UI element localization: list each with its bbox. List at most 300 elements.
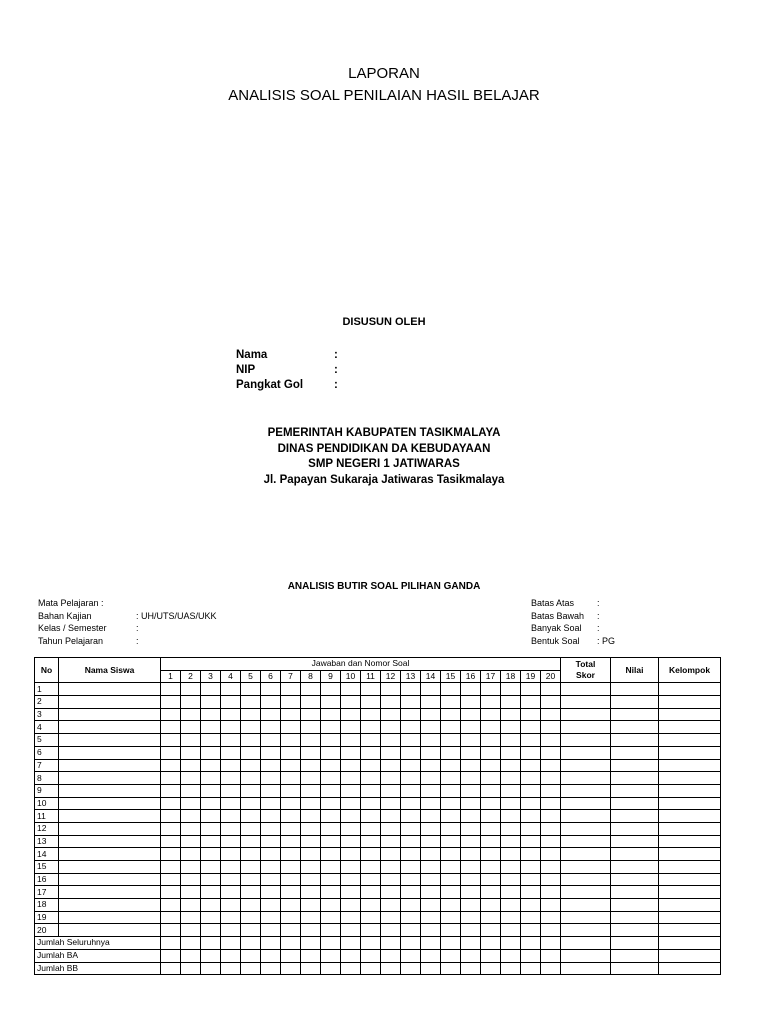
meta-label: Kelas / Semester — [38, 623, 107, 633]
table-cell — [261, 949, 281, 962]
table-cell — [481, 810, 501, 823]
question-number: 4 — [221, 670, 241, 683]
table-cell — [381, 708, 401, 721]
table-cell — [381, 734, 401, 747]
table-cell — [561, 861, 611, 874]
meta-value: : — [597, 610, 600, 621]
table-cell — [221, 784, 241, 797]
table-cell — [341, 873, 361, 886]
table-row — [35, 734, 721, 747]
table-cell — [401, 746, 421, 759]
table-cell — [521, 962, 541, 975]
table-cell — [321, 937, 341, 950]
table-cell — [521, 911, 541, 924]
table-cell — [461, 911, 481, 924]
table-cell — [481, 861, 501, 874]
table-cell — [521, 721, 541, 734]
table-cell — [261, 810, 281, 823]
table-cell — [301, 708, 321, 721]
table-cell — [281, 784, 301, 797]
table-cell — [341, 696, 361, 709]
table-cell — [261, 822, 281, 835]
table-row — [35, 746, 721, 759]
table-cell — [421, 721, 441, 734]
table-cell — [241, 848, 261, 861]
table-cell — [161, 873, 181, 886]
institution-line: DINAS PENDIDIKAN DA KEBUDAYAAN — [277, 442, 491, 455]
table-cell — [341, 899, 361, 912]
table-row — [35, 886, 721, 899]
table-cell — [221, 759, 241, 772]
table-cell — [521, 734, 541, 747]
table-cell — [541, 873, 561, 886]
table-cell — [361, 911, 381, 924]
table-cell — [261, 784, 281, 797]
table-cell — [659, 886, 721, 899]
meta-label: Batas Atas — [531, 598, 575, 608]
table-cell — [361, 810, 381, 823]
table-cell — [221, 848, 241, 861]
table-cell — [659, 861, 721, 874]
row-number: 5 — [35, 734, 59, 747]
meta-row — [531, 635, 615, 648]
table-cell — [481, 822, 501, 835]
table-cell — [301, 848, 321, 861]
table-cell — [361, 784, 381, 797]
table-cell — [221, 683, 241, 696]
meta-label: Mata Pelajaran : — [38, 598, 104, 608]
table-cell — [501, 784, 521, 797]
table-cell — [521, 861, 541, 874]
table-cell — [421, 772, 441, 785]
table-cell — [361, 873, 381, 886]
table-cell — [481, 899, 501, 912]
table-cell — [181, 924, 201, 937]
header-total — [561, 658, 611, 683]
institution-address: Jl. Papayan Sukaraja Jatiwaras Tasikmalaya — [263, 473, 505, 486]
table-cell — [421, 899, 441, 912]
summary-row — [35, 962, 721, 975]
table-cell — [261, 683, 281, 696]
table-cell — [381, 797, 401, 810]
table-cell — [541, 696, 561, 709]
table-cell — [281, 721, 301, 734]
table-cell — [611, 873, 659, 886]
table-cell — [201, 848, 221, 861]
table-cell — [261, 848, 281, 861]
analysis-title: ANALISIS BUTIR SOAL PILIHAN GANDA — [287, 581, 481, 592]
table-cell — [241, 911, 261, 924]
table-cell — [381, 848, 401, 861]
table-cell — [381, 822, 401, 835]
table-cell — [241, 746, 261, 759]
table-cell — [221, 911, 241, 924]
table-cell — [181, 835, 201, 848]
table-cell — [401, 810, 421, 823]
table-cell — [161, 911, 181, 924]
table-cell — [301, 911, 321, 924]
table-cell — [381, 949, 401, 962]
table-cell — [59, 861, 161, 874]
table-cell — [161, 784, 181, 797]
table-cell — [201, 822, 221, 835]
table-cell — [281, 873, 301, 886]
table-cell — [281, 810, 301, 823]
report-title: LAPORAN — [348, 65, 420, 82]
table-cell — [659, 746, 721, 759]
table-cell — [461, 962, 481, 975]
table-cell — [181, 734, 201, 747]
table-cell — [59, 797, 161, 810]
table-cell — [561, 873, 611, 886]
table-cell — [401, 835, 421, 848]
meta-row — [38, 597, 217, 610]
table-cell — [501, 683, 521, 696]
table-cell — [201, 721, 221, 734]
table-cell — [161, 696, 181, 709]
table-cell — [361, 721, 381, 734]
table-cell — [611, 759, 659, 772]
table-cell — [281, 886, 301, 899]
table-cell — [321, 848, 341, 861]
table-cell — [421, 822, 441, 835]
identity-colon: : — [334, 349, 338, 361]
table-cell — [241, 734, 261, 747]
table-header-row — [35, 658, 721, 671]
table-cell — [441, 861, 461, 874]
table-cell — [241, 861, 261, 874]
table-cell — [461, 937, 481, 950]
table-cell — [59, 734, 161, 747]
table-cell — [521, 746, 541, 759]
table-cell — [341, 962, 361, 975]
table-cell — [401, 949, 421, 962]
table-cell — [401, 886, 421, 899]
table-cell — [221, 899, 241, 912]
table-cell — [561, 937, 611, 950]
question-number: 14 — [421, 670, 441, 683]
table-cell — [361, 924, 381, 937]
table-cell — [181, 810, 201, 823]
table-cell — [441, 886, 461, 899]
row-number: 1 — [35, 683, 59, 696]
table-cell — [341, 886, 361, 899]
table-cell — [659, 797, 721, 810]
table-row — [35, 835, 721, 848]
table-cell — [481, 683, 501, 696]
table-cell — [421, 949, 441, 962]
table-cell — [561, 848, 611, 861]
table-cell — [441, 734, 461, 747]
table-cell — [441, 899, 461, 912]
table-cell — [501, 873, 521, 886]
row-number: 10 — [35, 797, 59, 810]
table-cell — [611, 721, 659, 734]
header-total-line2: Skor — [576, 670, 595, 681]
table-cell — [421, 708, 441, 721]
question-number: 7 — [281, 670, 301, 683]
question-number: 8 — [301, 670, 321, 683]
institution-line: SMP NEGERI 1 JATIWARAS — [308, 458, 460, 470]
identity-colon: : — [334, 364, 338, 376]
table-cell — [201, 886, 221, 899]
table-cell — [381, 899, 401, 912]
table-cell — [561, 797, 611, 810]
table-cell — [161, 772, 181, 785]
table-cell — [421, 683, 441, 696]
table-cell — [659, 696, 721, 709]
table-cell — [301, 721, 321, 734]
table-cell — [201, 911, 221, 924]
table-cell — [461, 784, 481, 797]
table-cell — [261, 721, 281, 734]
table-cell — [161, 848, 181, 861]
table-cell — [261, 962, 281, 975]
table-cell — [659, 924, 721, 937]
table-cell — [161, 835, 181, 848]
table-cell — [441, 822, 461, 835]
table-cell — [221, 772, 241, 785]
table-cell — [221, 962, 241, 975]
table-cell — [261, 696, 281, 709]
table-cell — [521, 708, 541, 721]
table-cell — [321, 924, 341, 937]
table-cell — [501, 810, 521, 823]
header-no: No — [35, 658, 59, 683]
table-cell — [221, 734, 241, 747]
table-row — [35, 810, 721, 823]
table-cell — [261, 835, 281, 848]
table-cell — [401, 734, 421, 747]
table-cell — [301, 937, 321, 950]
table-cell — [611, 772, 659, 785]
table-cell — [659, 873, 721, 886]
table-cell — [611, 861, 659, 874]
table-cell — [261, 911, 281, 924]
table-cell — [181, 949, 201, 962]
identity-label: Pangkat Gol — [236, 379, 304, 391]
table-cell — [481, 708, 501, 721]
table-cell — [441, 911, 461, 924]
table-cell — [461, 886, 481, 899]
table-cell — [241, 924, 261, 937]
table-cell — [361, 734, 381, 747]
table-cell — [241, 772, 261, 785]
table-cell — [301, 784, 321, 797]
table-cell — [611, 708, 659, 721]
table-cell — [461, 924, 481, 937]
table-cell — [361, 899, 381, 912]
table-cell — [659, 708, 721, 721]
table-cell — [611, 683, 659, 696]
header-score: Nilai — [611, 658, 659, 683]
table-cell — [561, 759, 611, 772]
table-cell — [361, 962, 381, 975]
table-cell — [461, 721, 481, 734]
table-cell — [201, 696, 221, 709]
table-cell — [181, 683, 201, 696]
identity-colon: : — [334, 379, 338, 391]
table-cell — [561, 721, 611, 734]
analysis-meta-left — [38, 597, 217, 647]
table-cell — [341, 822, 361, 835]
table-cell — [541, 937, 561, 950]
table-cell — [201, 784, 221, 797]
table-cell — [221, 924, 241, 937]
table-cell — [59, 810, 161, 823]
table-cell — [201, 949, 221, 962]
table-cell — [361, 683, 381, 696]
table-cell — [521, 759, 541, 772]
question-number: 5 — [241, 670, 261, 683]
table-cell — [481, 784, 501, 797]
table-cell — [501, 861, 521, 874]
table-cell — [481, 949, 501, 962]
table-cell — [441, 835, 461, 848]
table-cell — [381, 772, 401, 785]
table-cell — [541, 784, 561, 797]
table-cell — [481, 962, 501, 975]
table-cell — [59, 899, 161, 912]
table-cell — [521, 924, 541, 937]
table-cell — [441, 937, 461, 950]
table-cell — [561, 810, 611, 823]
table-cell — [321, 861, 341, 874]
table-cell — [281, 861, 301, 874]
table-cell — [241, 759, 261, 772]
table-cell — [401, 848, 421, 861]
table-cell — [261, 924, 281, 937]
table-cell — [341, 708, 361, 721]
meta-label: Batas Bawah — [531, 610, 585, 621]
meta-row — [531, 610, 615, 623]
question-number: 16 — [461, 670, 481, 683]
table-cell — [321, 696, 341, 709]
table-cell — [221, 810, 241, 823]
question-number: 12 — [381, 670, 401, 683]
table-cell — [611, 822, 659, 835]
table-cell — [321, 899, 341, 912]
table-cell — [421, 962, 441, 975]
table-cell — [181, 759, 201, 772]
table-cell — [461, 708, 481, 721]
table-row — [35, 721, 721, 734]
table-cell — [659, 784, 721, 797]
table-cell — [181, 822, 201, 835]
table-cell — [161, 708, 181, 721]
table-cell — [201, 861, 221, 874]
table-cell — [461, 848, 481, 861]
summary-label: Jumlah BA — [35, 949, 161, 962]
table-cell — [461, 696, 481, 709]
table-cell — [441, 797, 461, 810]
table-cell — [501, 962, 521, 975]
table-cell — [59, 696, 161, 709]
question-number: 6 — [261, 670, 281, 683]
table-cell — [221, 949, 241, 962]
table-cell — [541, 822, 561, 835]
table-cell — [521, 822, 541, 835]
table-cell — [221, 721, 241, 734]
meta-row — [38, 635, 217, 648]
table-cell — [461, 873, 481, 886]
table-cell — [441, 683, 461, 696]
table-cell — [181, 911, 201, 924]
table-cell — [461, 810, 481, 823]
table-cell — [201, 873, 221, 886]
table-cell — [361, 696, 381, 709]
table-cell — [181, 848, 201, 861]
table-cell — [401, 772, 421, 785]
table-cell — [481, 848, 501, 861]
table-cell — [541, 772, 561, 785]
table-cell — [241, 899, 261, 912]
table-cell — [341, 759, 361, 772]
table-cell — [521, 873, 541, 886]
table-cell — [381, 784, 401, 797]
meta-value: : — [136, 635, 139, 646]
row-number: 12 — [35, 822, 59, 835]
table-cell — [281, 759, 301, 772]
table-cell — [281, 683, 301, 696]
table-cell — [361, 746, 381, 759]
table-cell — [611, 848, 659, 861]
table-cell — [521, 937, 541, 950]
table-cell — [261, 746, 281, 759]
table-cell — [441, 784, 461, 797]
table-cell — [301, 949, 321, 962]
table-cell — [321, 835, 341, 848]
table-cell — [201, 835, 221, 848]
table-cell — [501, 721, 521, 734]
table-cell — [361, 937, 381, 950]
table-cell — [161, 759, 181, 772]
row-number: 2 — [35, 696, 59, 709]
table-cell — [59, 924, 161, 937]
table-cell — [421, 873, 441, 886]
table-cell — [301, 734, 321, 747]
table-cell — [611, 937, 659, 950]
table-cell — [541, 886, 561, 899]
table-cell — [341, 734, 361, 747]
table-row — [35, 683, 721, 696]
table-cell — [201, 683, 221, 696]
table-cell — [611, 911, 659, 924]
table-cell — [301, 683, 321, 696]
table-cell — [501, 797, 521, 810]
table-cell — [301, 759, 321, 772]
table-cell — [201, 937, 221, 950]
institution-block — [0, 426, 768, 488]
table-cell — [501, 835, 521, 848]
table-cell — [501, 696, 521, 709]
table-cell — [441, 962, 461, 975]
table-cell — [561, 746, 611, 759]
table-row — [35, 696, 721, 709]
table-cell — [221, 696, 241, 709]
table-cell — [501, 772, 521, 785]
table-cell — [541, 899, 561, 912]
table-cell — [221, 886, 241, 899]
table-cell — [281, 924, 301, 937]
table-row — [35, 772, 721, 785]
meta-row — [531, 597, 615, 610]
table-cell — [381, 759, 401, 772]
table-cell — [301, 797, 321, 810]
table-cell — [441, 708, 461, 721]
table-cell — [561, 822, 611, 835]
table-cell — [261, 873, 281, 886]
